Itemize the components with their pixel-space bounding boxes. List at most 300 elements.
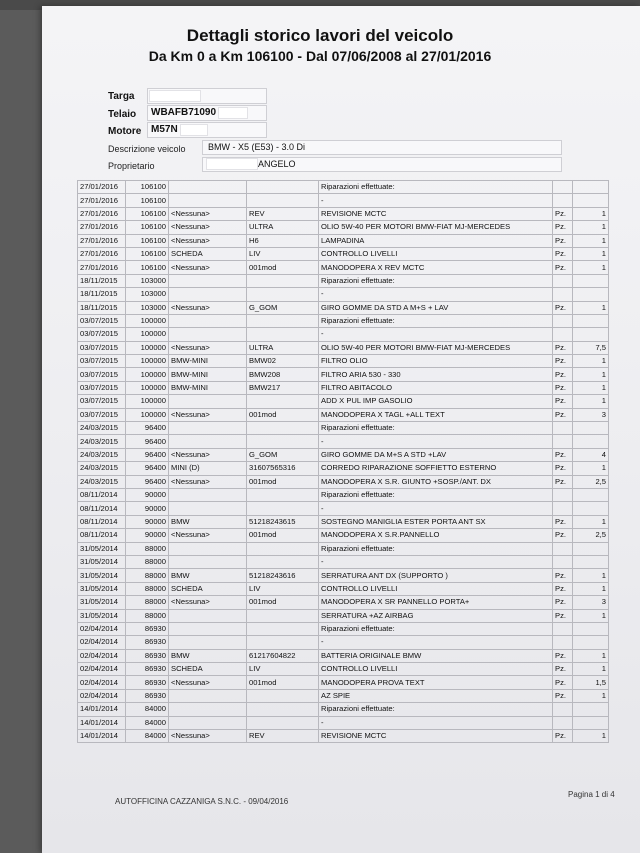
km-cell: 86930 xyxy=(126,636,169,649)
brand-cell xyxy=(169,435,247,448)
description-cell: CONTROLLO LIVELLI xyxy=(319,582,553,595)
table-row xyxy=(78,328,609,341)
targa-label: Targa xyxy=(108,91,135,102)
date-cell: 31/05/2014 xyxy=(78,569,126,582)
brand-cell xyxy=(169,542,247,555)
quantity-cell: 1 xyxy=(573,221,609,234)
table-row xyxy=(78,582,609,595)
brand-cell xyxy=(169,395,247,408)
unit-cell xyxy=(553,314,573,327)
table-row xyxy=(78,609,609,622)
quantity-cell: 1 xyxy=(573,730,609,743)
page-number: Pagina 1 di 4 xyxy=(568,790,615,799)
km-cell: 86930 xyxy=(126,663,169,676)
brand-cell: <Nessuna> xyxy=(169,475,247,488)
brand-cell: <Nessuna> xyxy=(169,301,247,314)
unit-cell: Pz. xyxy=(553,368,573,381)
unit-cell xyxy=(553,542,573,555)
date-cell: 27/01/2016 xyxy=(78,207,126,220)
table-row xyxy=(78,301,609,314)
quantity-cell: 1 xyxy=(573,515,609,528)
page-title: Dettagli storico lavori del veicolo xyxy=(186,26,454,45)
brand-cell: MINI (D) xyxy=(169,462,247,475)
unit-cell: Pz. xyxy=(553,221,573,234)
table-row xyxy=(78,529,609,542)
unit-cell: Pz. xyxy=(553,234,573,247)
code-cell xyxy=(247,689,319,702)
quantity-cell xyxy=(573,194,609,207)
table-row xyxy=(78,422,609,435)
unit-cell: Pz. xyxy=(553,582,573,595)
brand-cell: <Nessuna> xyxy=(169,234,247,247)
description-cell: GIRO GOMME DA STD A M+S + LAV xyxy=(319,301,553,314)
description-cell: Riparazioni effettuate: xyxy=(319,542,553,555)
brand-cell xyxy=(169,622,247,635)
description-cell: AZ SPIE xyxy=(319,689,553,702)
quantity-cell xyxy=(573,288,609,301)
table-row xyxy=(78,663,609,676)
brand-cell: BMW-MINI xyxy=(169,355,247,368)
date-cell: 03/07/2015 xyxy=(78,368,126,381)
km-cell: 103000 xyxy=(126,301,169,314)
table-row xyxy=(78,314,609,327)
table-row xyxy=(78,555,609,568)
date-cell: 18/11/2015 xyxy=(78,301,126,314)
date-cell: 27/01/2016 xyxy=(78,261,126,274)
table-row xyxy=(78,569,609,582)
code-cell: 001mod xyxy=(247,596,319,609)
quantity-cell: 1 xyxy=(573,609,609,622)
code-cell xyxy=(247,435,319,448)
unit-cell: Pz. xyxy=(553,676,573,689)
code-cell xyxy=(247,194,319,207)
description-cell: Riparazioni effettuate: xyxy=(319,622,553,635)
code-cell: ULTRA xyxy=(247,221,319,234)
code-cell: REV xyxy=(247,730,319,743)
brand-cell: <Nessuna> xyxy=(169,596,247,609)
unit-cell: Pz. xyxy=(553,649,573,662)
description-cell: Riparazioni effettuate: xyxy=(319,488,553,501)
code-cell: LIV xyxy=(247,582,319,595)
brand-cell xyxy=(169,716,247,729)
description-cell: BATTERIA ORIGINALE BMW xyxy=(319,649,553,662)
code-cell xyxy=(247,703,319,716)
description-cell: - xyxy=(319,435,553,448)
unit-cell: Pz. xyxy=(553,448,573,461)
description-cell: Riparazioni effettuate: xyxy=(319,703,553,716)
description-cell: SERRATURA +AZ AIRBAG xyxy=(319,609,553,622)
km-cell: 106100 xyxy=(126,261,169,274)
unit-cell: Pz. xyxy=(553,341,573,354)
km-cell: 96400 xyxy=(126,435,169,448)
unit-cell: Pz. xyxy=(553,663,573,676)
code-cell xyxy=(247,502,319,515)
unit-cell xyxy=(553,274,573,287)
km-cell: 100000 xyxy=(126,395,169,408)
date-cell: 02/04/2014 xyxy=(78,676,126,689)
table-row xyxy=(78,207,609,220)
description-cell: FILTRO ARIA 530 - 330 xyxy=(319,368,553,381)
proprietario-value: ANGELO xyxy=(258,159,296,169)
quantity-cell: 1 xyxy=(573,247,609,260)
table-row xyxy=(78,622,609,635)
quantity-cell: 3 xyxy=(573,408,609,421)
table-row xyxy=(78,234,609,247)
description-cell: GIRO GOMME DA M+S A STD +LAV xyxy=(319,448,553,461)
description-cell: - xyxy=(319,328,553,341)
brand-cell: <Nessuna> xyxy=(169,261,247,274)
km-cell: 84000 xyxy=(126,730,169,743)
brand-cell xyxy=(169,288,247,301)
code-cell: BMW02 xyxy=(247,355,319,368)
date-cell: 18/11/2015 xyxy=(78,288,126,301)
unit-cell xyxy=(553,636,573,649)
km-cell: 106100 xyxy=(126,194,169,207)
description-cell: REVISIONE MCTC xyxy=(319,207,553,220)
quantity-cell: 1 xyxy=(573,689,609,702)
code-cell xyxy=(247,328,319,341)
km-cell: 100000 xyxy=(126,368,169,381)
page-subtitle: Da Km 0 a Km 106100 - Dal 07/06/2008 al 27/01/2016 xyxy=(148,48,492,64)
code-cell xyxy=(247,488,319,501)
date-cell: 14/01/2014 xyxy=(78,716,126,729)
description-cell: CONTROLLO LIVELLI xyxy=(319,247,553,260)
code-cell: 51218243615 xyxy=(247,515,319,528)
unit-cell xyxy=(553,488,573,501)
km-cell: 86930 xyxy=(126,622,169,635)
quantity-cell xyxy=(573,314,609,327)
quantity-cell xyxy=(573,716,609,729)
quantity-cell: 1 xyxy=(573,663,609,676)
date-cell: 08/11/2014 xyxy=(78,488,126,501)
brand-cell xyxy=(169,328,247,341)
table-row xyxy=(78,274,609,287)
date-cell: 31/05/2014 xyxy=(78,609,126,622)
unit-cell: Pz. xyxy=(553,689,573,702)
brand-cell xyxy=(169,274,247,287)
quantity-cell: 2,5 xyxy=(573,529,609,542)
quantity-cell: 3 xyxy=(573,596,609,609)
code-cell xyxy=(247,636,319,649)
table-row xyxy=(78,181,609,194)
unit-cell: Pz. xyxy=(553,529,573,542)
unit-cell: Pz. xyxy=(553,408,573,421)
description-cell: CONTROLLO LIVELLI xyxy=(319,663,553,676)
description-cell: CORREDO RIPARAZIONE SOFFIETTO ESTERNO xyxy=(319,462,553,475)
date-cell: 03/07/2015 xyxy=(78,355,126,368)
brand-cell xyxy=(169,181,247,194)
date-cell: 08/11/2014 xyxy=(78,502,126,515)
code-cell: G_GOM xyxy=(247,301,319,314)
km-cell: 100000 xyxy=(126,355,169,368)
km-cell: 103000 xyxy=(126,274,169,287)
quantity-cell: 1 xyxy=(573,301,609,314)
km-cell: 96400 xyxy=(126,448,169,461)
unit-cell: Pz. xyxy=(553,301,573,314)
quantity-cell xyxy=(573,542,609,555)
table-row xyxy=(78,368,609,381)
unit-cell xyxy=(553,422,573,435)
description-cell: Riparazioni effettuate: xyxy=(319,274,553,287)
table-row xyxy=(78,636,609,649)
quantity-cell xyxy=(573,435,609,448)
code-cell xyxy=(247,181,319,194)
km-cell: 88000 xyxy=(126,609,169,622)
brand-cell: BMW-MINI xyxy=(169,381,247,394)
km-cell: 86930 xyxy=(126,689,169,702)
brand-cell: BMW xyxy=(169,649,247,662)
table-row xyxy=(78,649,609,662)
km-cell: 100000 xyxy=(126,328,169,341)
quantity-cell xyxy=(573,555,609,568)
table-row xyxy=(78,676,609,689)
quantity-cell xyxy=(573,703,609,716)
brand-cell: <Nessuna> xyxy=(169,207,247,220)
motore-value: M57N xyxy=(151,124,178,135)
table-row xyxy=(78,475,609,488)
date-cell: 02/04/2014 xyxy=(78,622,126,635)
description-cell: MANODOPERA X TAGL +ALL TEXT xyxy=(319,408,553,421)
km-cell: 88000 xyxy=(126,596,169,609)
table-row xyxy=(78,488,609,501)
km-cell: 103000 xyxy=(126,288,169,301)
date-cell: 18/11/2015 xyxy=(78,274,126,287)
quantity-cell xyxy=(573,274,609,287)
date-cell: 03/07/2015 xyxy=(78,341,126,354)
quantity-cell: 2,5 xyxy=(573,475,609,488)
unit-cell: Pz. xyxy=(553,730,573,743)
date-cell: 03/07/2015 xyxy=(78,408,126,421)
date-cell: 24/03/2015 xyxy=(78,475,126,488)
descrizione-value: BMW - X5 (E53) - 3.0 Di xyxy=(208,142,306,152)
motore-label: Motore xyxy=(108,126,142,137)
table-row xyxy=(78,730,609,743)
description-cell: REVISIONE MCTC xyxy=(319,730,553,743)
description-cell: SOSTEGNO MANIGLIA ESTER PORTA ANT SX xyxy=(319,515,553,528)
unit-cell: Pz. xyxy=(553,207,573,220)
table-row xyxy=(78,502,609,515)
redacted-motore xyxy=(180,124,208,136)
date-cell: 02/04/2014 xyxy=(78,649,126,662)
brand-cell: <Nessuna> xyxy=(169,448,247,461)
description-cell: FILTRO OLIO xyxy=(319,355,553,368)
date-cell: 31/05/2014 xyxy=(78,542,126,555)
date-cell: 24/03/2015 xyxy=(78,435,126,448)
unit-cell xyxy=(553,622,573,635)
redacted-owner xyxy=(206,158,258,170)
footer-company: AUTOFFICINA CAZZANIGA S.N.C. - 09/04/2016 xyxy=(115,797,289,806)
telaio-value: WBAFB71090 xyxy=(151,107,217,118)
table-row xyxy=(78,408,609,421)
description-cell: MANODOPERA X SR PANNELLO PORTA+ xyxy=(319,596,553,609)
date-cell: 14/01/2014 xyxy=(78,730,126,743)
date-cell: 31/05/2014 xyxy=(78,555,126,568)
description-cell: - xyxy=(319,288,553,301)
brand-cell: <Nessuna> xyxy=(169,730,247,743)
km-cell: 88000 xyxy=(126,542,169,555)
code-cell: H6 xyxy=(247,234,319,247)
km-cell: 96400 xyxy=(126,422,169,435)
code-cell: REV xyxy=(247,207,319,220)
km-cell: 106100 xyxy=(126,247,169,260)
table-row xyxy=(78,542,609,555)
km-cell: 90000 xyxy=(126,515,169,528)
km-cell: 106100 xyxy=(126,207,169,220)
km-cell: 86930 xyxy=(126,649,169,662)
redacted-telaio xyxy=(218,107,248,119)
quantity-cell: 1 xyxy=(573,234,609,247)
km-cell: 84000 xyxy=(126,716,169,729)
table-row xyxy=(78,395,609,408)
km-cell: 90000 xyxy=(126,502,169,515)
code-cell xyxy=(247,609,319,622)
code-cell: 31607565316 xyxy=(247,462,319,475)
table-row xyxy=(78,261,609,274)
table-row xyxy=(78,689,609,702)
table-row xyxy=(78,221,609,234)
code-cell: 61217604822 xyxy=(247,649,319,662)
brand-cell xyxy=(169,609,247,622)
brand-cell xyxy=(169,703,247,716)
quantity-cell xyxy=(573,502,609,515)
date-cell: 27/01/2016 xyxy=(78,221,126,234)
description-cell: - xyxy=(319,636,553,649)
description-cell: MANODOPERA X REV MCTC xyxy=(319,261,553,274)
quantity-cell: 1 xyxy=(573,462,609,475)
brand-cell: BMW-MINI xyxy=(169,368,247,381)
description-cell: SERRATURA ANT DX (SUPPORTO ) xyxy=(319,569,553,582)
quantity-cell: 1 xyxy=(573,368,609,381)
brand-cell: SCHEDA xyxy=(169,663,247,676)
code-cell xyxy=(247,542,319,555)
description-cell: LAMPADINA xyxy=(319,234,553,247)
descrizione-label: Descrizione veicolo xyxy=(108,144,186,154)
unit-cell xyxy=(553,328,573,341)
km-cell: 88000 xyxy=(126,555,169,568)
unit-cell: Pz. xyxy=(553,475,573,488)
quantity-cell: 1 xyxy=(573,582,609,595)
table-row xyxy=(78,247,609,260)
code-cell: 001mod xyxy=(247,408,319,421)
km-cell: 106100 xyxy=(126,221,169,234)
unit-cell: Pz. xyxy=(553,609,573,622)
unit-cell: Pz. xyxy=(553,462,573,475)
code-cell xyxy=(247,422,319,435)
km-cell: 88000 xyxy=(126,569,169,582)
unit-cell xyxy=(553,435,573,448)
code-cell: 51218243616 xyxy=(247,569,319,582)
proprietario-label: Proprietario xyxy=(108,161,155,171)
unit-cell: Pz. xyxy=(553,569,573,582)
description-cell: ADD X PUL IMP GASOLIO xyxy=(319,395,553,408)
description-cell: - xyxy=(319,555,553,568)
brand-cell xyxy=(169,314,247,327)
quantity-cell: 1 xyxy=(573,381,609,394)
description-cell: - xyxy=(319,194,553,207)
code-cell xyxy=(247,395,319,408)
date-cell: 08/11/2014 xyxy=(78,515,126,528)
km-cell: 106100 xyxy=(126,181,169,194)
unit-cell: Pz. xyxy=(553,355,573,368)
quantity-cell: 7,5 xyxy=(573,341,609,354)
description-cell: Riparazioni effettuate: xyxy=(319,314,553,327)
quantity-cell: 4 xyxy=(573,448,609,461)
km-cell: 96400 xyxy=(126,475,169,488)
brand-cell: <Nessuna> xyxy=(169,341,247,354)
brand-cell xyxy=(169,689,247,702)
unit-cell: Pz. xyxy=(553,247,573,260)
quantity-cell xyxy=(573,636,609,649)
code-cell xyxy=(247,288,319,301)
table-row xyxy=(78,462,609,475)
unit-cell xyxy=(553,502,573,515)
quantity-cell xyxy=(573,181,609,194)
code-cell: BMW217 xyxy=(247,381,319,394)
unit-cell: Pz. xyxy=(553,381,573,394)
quantity-cell: 1 xyxy=(573,649,609,662)
brand-cell: BMW xyxy=(169,569,247,582)
description-cell: OLIO 5W-40 PER MOTORI BMW-FIAT MJ-MERCEDES xyxy=(319,221,553,234)
code-cell xyxy=(247,314,319,327)
telaio-label: Telaio xyxy=(108,109,137,120)
date-cell: 03/07/2015 xyxy=(78,395,126,408)
code-cell xyxy=(247,555,319,568)
code-cell: LIV xyxy=(247,663,319,676)
date-cell: 08/11/2014 xyxy=(78,529,126,542)
description-cell: - xyxy=(319,502,553,515)
table-row xyxy=(78,435,609,448)
description-cell: OLIO 5W-40 PER MOTORI BMW-FIAT MJ-MERCEDES xyxy=(319,341,553,354)
km-cell: 100000 xyxy=(126,314,169,327)
unit-cell xyxy=(553,716,573,729)
brand-cell xyxy=(169,194,247,207)
unit-cell xyxy=(553,703,573,716)
table-row xyxy=(78,288,609,301)
unit-cell: Pz. xyxy=(553,515,573,528)
km-cell: 100000 xyxy=(126,381,169,394)
km-cell: 96400 xyxy=(126,462,169,475)
quantity-cell: 1 xyxy=(573,261,609,274)
date-cell: 31/05/2014 xyxy=(78,582,126,595)
date-cell: 24/03/2015 xyxy=(78,448,126,461)
km-cell: 106100 xyxy=(126,234,169,247)
description-cell: Riparazioni effettuate: xyxy=(319,422,553,435)
brand-cell xyxy=(169,488,247,501)
brand-cell: BMW xyxy=(169,515,247,528)
km-cell: 88000 xyxy=(126,582,169,595)
code-cell: 001mod xyxy=(247,475,319,488)
quantity-cell: 1 xyxy=(573,569,609,582)
km-cell: 100000 xyxy=(126,341,169,354)
code-cell: 001mod xyxy=(247,676,319,689)
code-cell xyxy=(247,716,319,729)
date-cell: 02/04/2014 xyxy=(78,663,126,676)
brand-cell xyxy=(169,636,247,649)
code-cell: G_GOM xyxy=(247,448,319,461)
table-row xyxy=(78,515,609,528)
description-cell: Riparazioni effettuate: xyxy=(319,181,553,194)
description-cell: FILTRO ABITACOLO xyxy=(319,381,553,394)
description-cell: - xyxy=(319,716,553,729)
km-cell: 90000 xyxy=(126,488,169,501)
km-cell: 90000 xyxy=(126,529,169,542)
brand-cell: <Nessuna> xyxy=(169,408,247,421)
date-cell: 27/01/2016 xyxy=(78,247,126,260)
table-row xyxy=(78,716,609,729)
unit-cell: Pz. xyxy=(553,261,573,274)
quantity-cell: 1 xyxy=(573,395,609,408)
redacted-targa xyxy=(149,90,201,102)
